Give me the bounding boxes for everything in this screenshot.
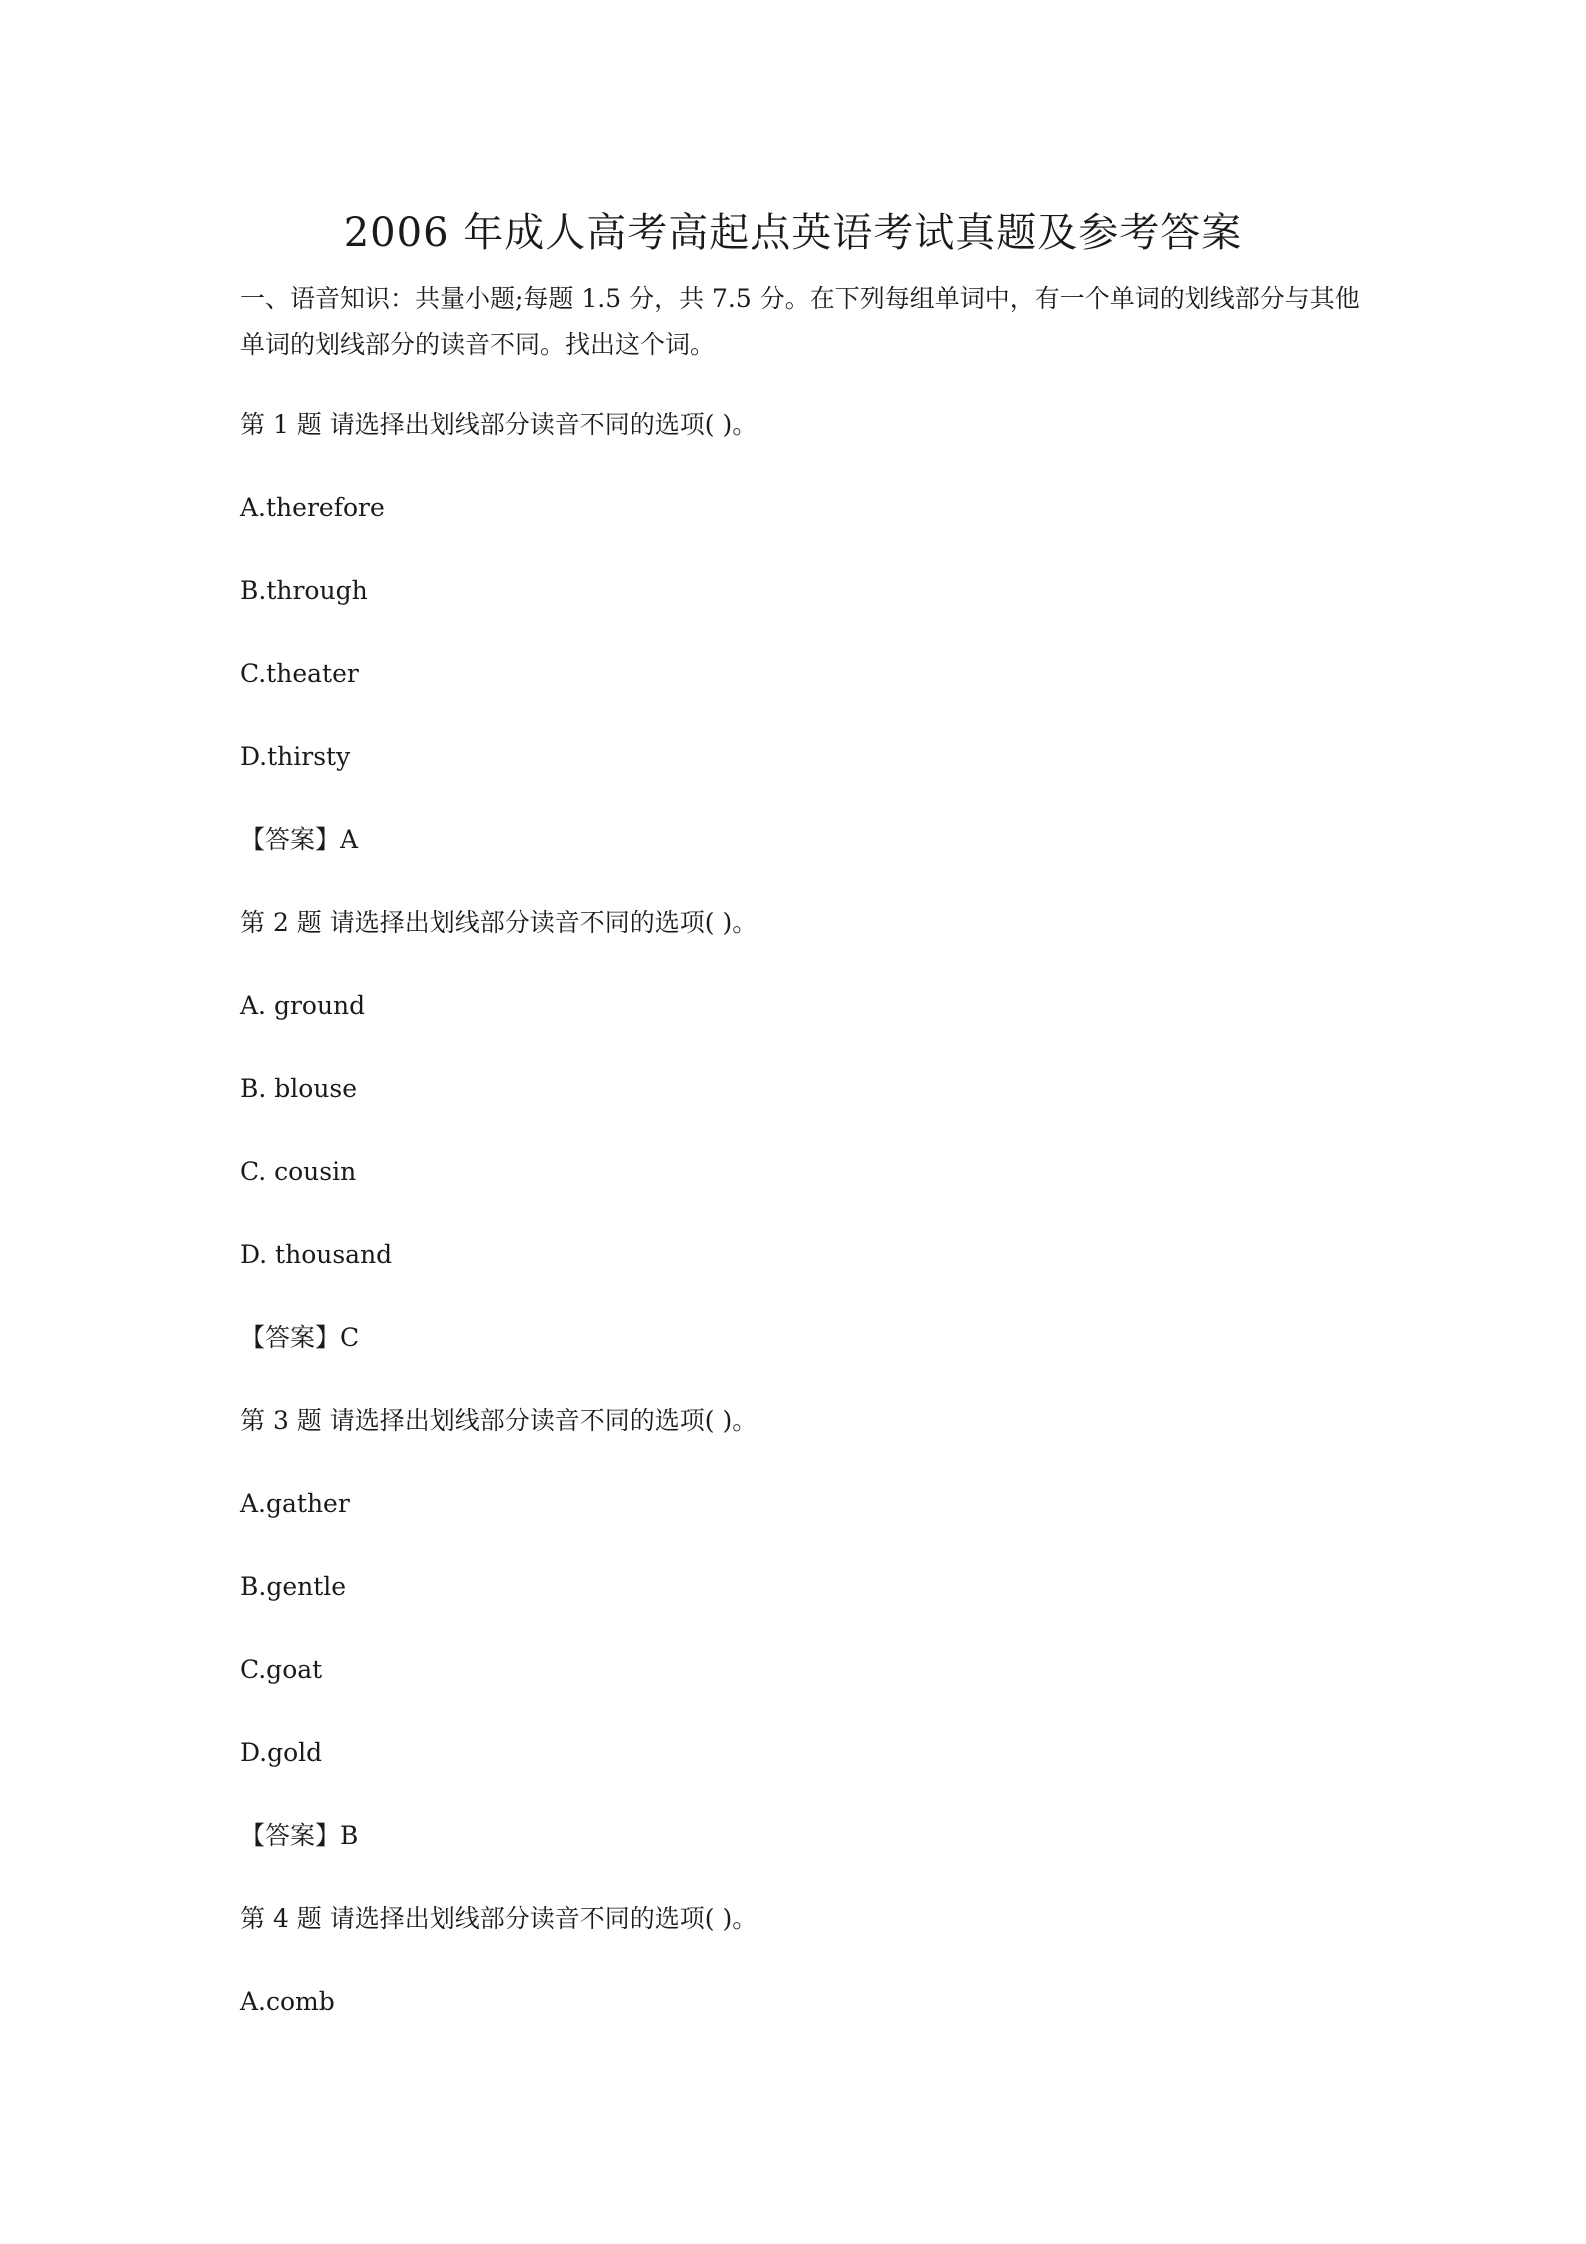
question-2-option-d: D. thousand [240, 1240, 393, 1269]
question-1-prompt: 第 1 题 请选择出划线部分读音不同的选项( )。 [240, 410, 758, 439]
question-2-answer: 【答案】C [240, 1323, 360, 1352]
question-2-option-b: B. blouse [240, 1074, 358, 1103]
question-3-option-a: A.gather [240, 1489, 350, 1518]
question-2-option-a: A. ground [240, 991, 366, 1020]
question-4-option-a: A.comb [240, 1987, 335, 2016]
question-1-answer: 【答案】A [240, 825, 359, 854]
section-instructions: 一、语音知识：共量小题;每题 1.5 分，共 7.5 分。在下列每组单词中，有一个单词的划线部分与其他单词的划线部分的读音不同。找出这个词。 [240, 284, 1360, 359]
question-3-option-b: B.gentle [240, 1572, 347, 1601]
question-3-option-d: D.gold [240, 1738, 323, 1767]
question-3-prompt: 第 3 题 请选择出划线部分读音不同的选项( )。 [240, 1406, 758, 1435]
question-1-option-c: C.theater [240, 659, 359, 688]
question-2-option-c: C. cousin [240, 1157, 357, 1186]
question-1-option-b: B.through [240, 576, 368, 605]
question-4-prompt: 第 4 题 请选择出划线部分读音不同的选项( )。 [240, 1904, 758, 1933]
question-1-option-d: D.thirsty [240, 742, 351, 771]
question-1-option-a: A.therefore [240, 493, 385, 522]
document-title: 2006 年成人高考高起点英语考试真题及参考答案 [343, 210, 1243, 256]
question-3-option-c: C.goat [240, 1655, 323, 1684]
question-3-answer: 【答案】B [240, 1821, 359, 1850]
question-2-prompt: 第 2 题 请选择出划线部分读音不同的选项( )。 [240, 908, 758, 937]
